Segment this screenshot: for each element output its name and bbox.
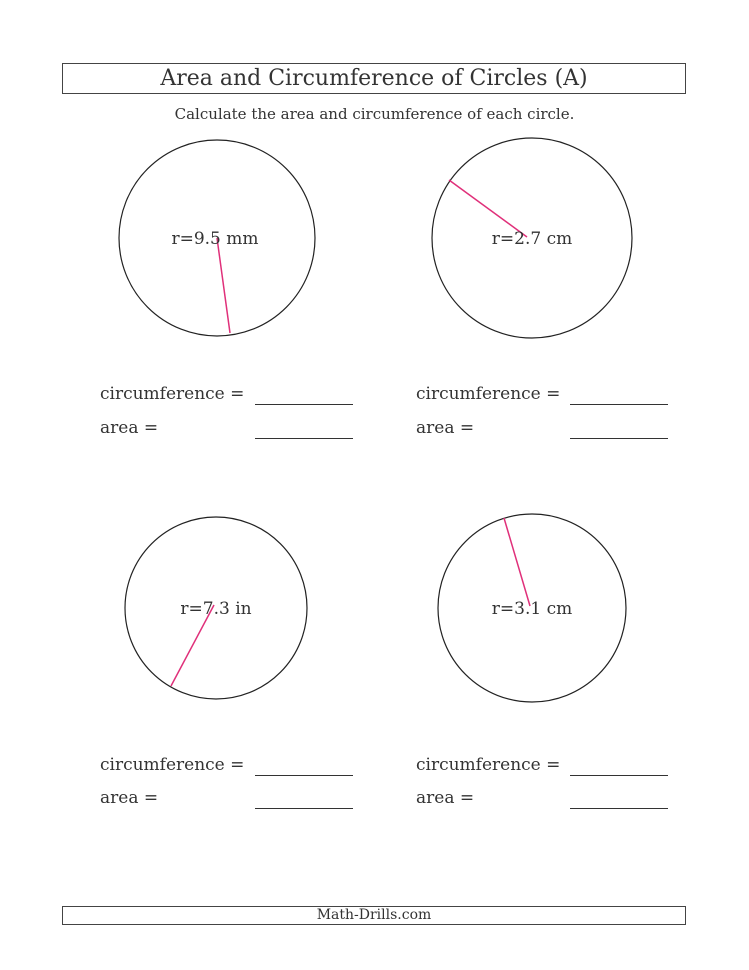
instructions: Calculate the area and circumference of each circle. [174, 105, 575, 123]
area-answer-blank-2[interactable] [570, 438, 668, 439]
area-label-4: area = [416, 788, 475, 808]
problem-2-circle-group [432, 138, 632, 338]
radius-label-2: r=2.7 cm [491, 229, 573, 249]
radius-label-3: r=7.3 in [180, 599, 252, 619]
problem-3-circle-group [125, 517, 307, 699]
circumference-answer-blank-2[interactable] [570, 404, 668, 405]
worksheet-title: Area and Circumference of Circles (A) [62, 63, 686, 94]
circumference-label-4: circumference = [416, 755, 561, 775]
footer-credit: Math-Drills.com [62, 906, 686, 925]
radius-line-1 [217, 238, 230, 333]
radius-line-4 [504, 518, 530, 606]
area-label-3: area = [100, 788, 159, 808]
problem-4-circle-group [438, 514, 626, 702]
circumference-answer-blank-3[interactable] [255, 775, 353, 776]
circumference-label-1: circumference = [100, 384, 245, 404]
problem-1-circle-group [119, 140, 315, 336]
area-answer-blank-4[interactable] [570, 808, 668, 809]
circumference-label-2: circumference = [416, 384, 561, 404]
radius-label-4: r=3.1 cm [491, 599, 573, 619]
area-label-2: area = [416, 418, 475, 438]
circumference-label-3: circumference = [100, 755, 245, 775]
circumference-answer-blank-1[interactable] [255, 404, 353, 405]
area-answer-blank-1[interactable] [255, 438, 353, 439]
radius-label-1: r=9.5 mm [171, 229, 259, 249]
area-answer-blank-3[interactable] [255, 808, 353, 809]
area-label-1: area = [100, 418, 159, 438]
circumference-answer-blank-4[interactable] [570, 775, 668, 776]
